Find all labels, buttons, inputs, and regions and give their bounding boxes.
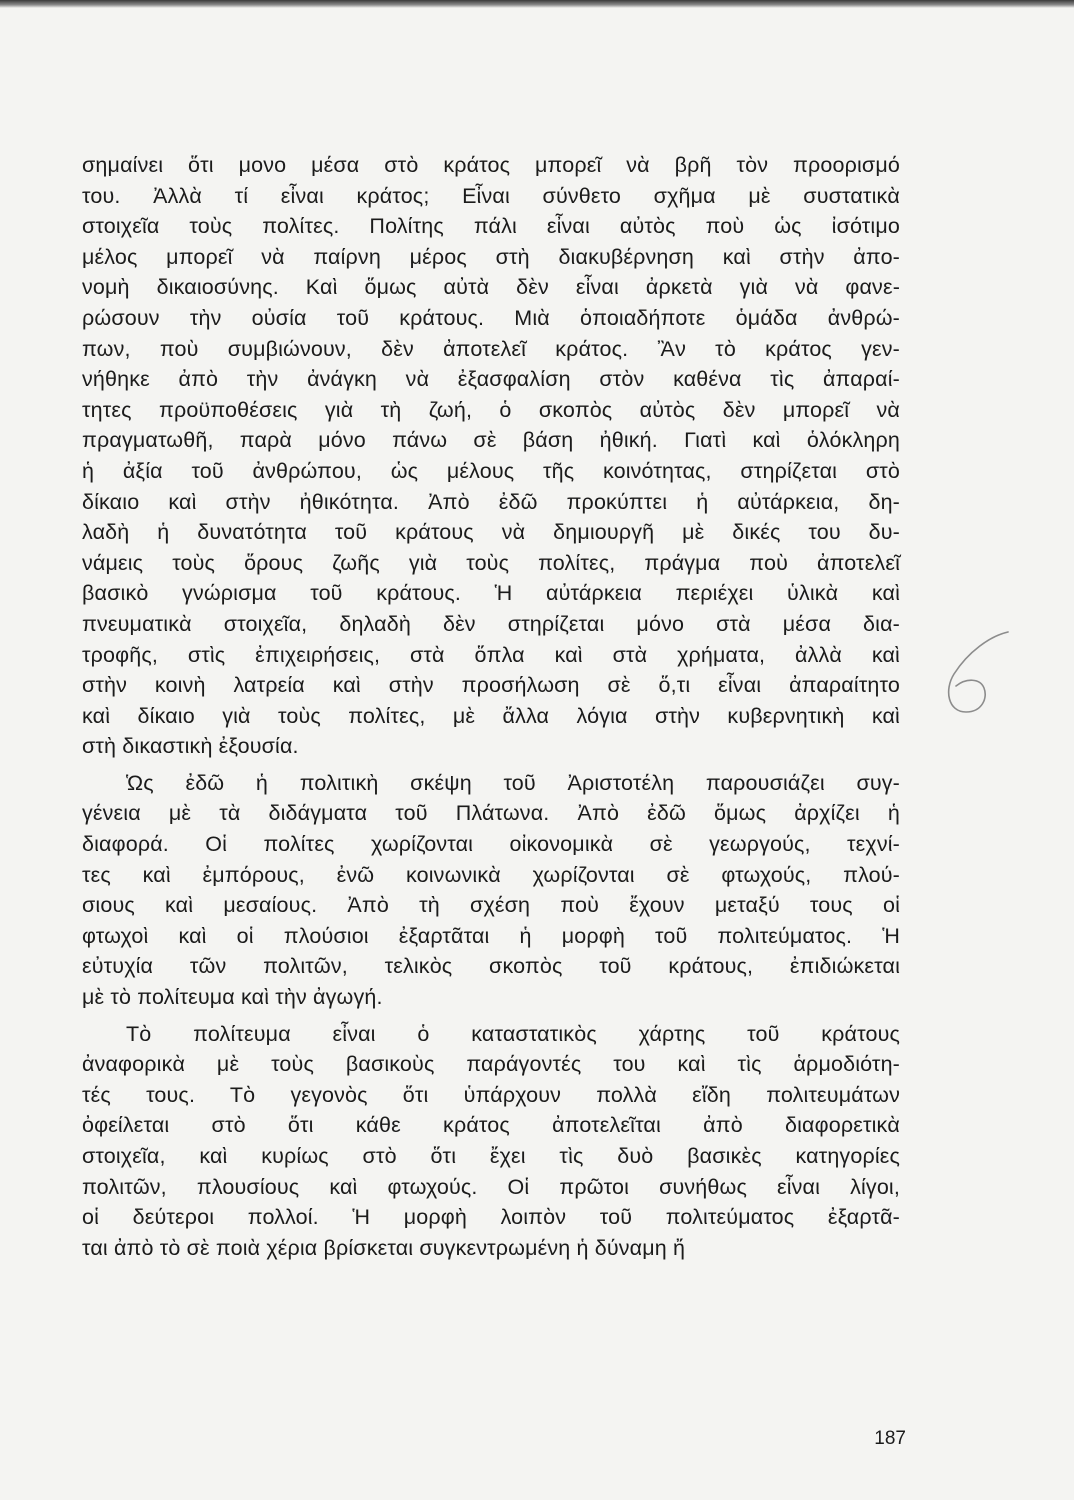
text-line: μὲ τὸ πολίτευμα καὶ τὴν ἀγωγή. (82, 985, 383, 1010)
text-line: βασικὸ γνώρισμα τοῦ κράτους. Ἡ αὐτάρκεια περιέχει ὑλικὰ καὶ (82, 581, 900, 606)
text-line: ται ἀπὸ τὸ σὲ ποιὰ χέρια βρίσκεται συγκεντρωμένη ἡ δύναμη ἤ (82, 1235, 686, 1260)
text-line: πων, ποὺ συμβιώνουν, δὲν ἀποτελεῖ κράτος. Ἂν τὸ κράτος γεν- (82, 336, 900, 361)
text-line: γένεια μὲ τὰ διδάγματα τοῦ Πλάτωνα. Ἀπὸ ἐδῶ ὅμως ἀρχίζει ἡ (82, 801, 900, 826)
text-line: πολιτῶν, πλουσίους καὶ φτωχούς. Οἱ πρῶτοι συνήθως εἶναι λίγοι, (82, 1174, 900, 1199)
text-line: νήθηκε ἀπὸ τὴν ἀνάγκη νὰ ἐξασφαλίση στὸν καθένα τὶς ἀπαραί- (82, 367, 900, 392)
text-line: στοιχεῖα, καὶ κυρίως στὸ ὅτι ἔχει τὶς δυὸ βασικὲς κατηγορίες (82, 1144, 900, 1168)
page-body-text (82, 150, 900, 1263)
text-line: σημαίνει ὅτι μονο μέσα στὸ κράτος μπορεῖ νὰ βρῆ τὸν προορισμό (82, 153, 900, 177)
text-line: δίκαιο καὶ στὴν ἠθικότητα. Ἀπὸ ἐδῶ προκύπτει ἡ αὐτάρκεια, δη- (82, 489, 900, 514)
text-line: οἱ δεύτεροι πολλοί. Ἡ μορφὴ λοιπὸν τοῦ πολιτεύματος ἐξαρτᾶ- (82, 1205, 900, 1230)
text-line: τητες προϋποθέσεις γιὰ τὴ ζωή, ὁ σκοπὸς αὐτὸς δὲν μπορεῖ νὰ (82, 397, 900, 422)
text-line: Ὡς ἐδῶ ἡ πολιτικὴ σκέψη τοῦ Ἀριστοτέλη παρουσιάζει συγ- (126, 770, 900, 795)
text-line: νάμεις τοὺς ὅρους ζωῆς γιὰ τοὺς πολίτες, πράγμα ποὺ ἀποτελεῖ (82, 550, 900, 575)
text-line: νομὴ δικαιοσύνης. Καὶ ὅμως αὐτὰ δὲν εἶναι ἀρκετὰ γιὰ νὰ φανε- (82, 275, 900, 300)
text-line: ρώσουν τὴν οὐσία τοῦ κράτους. Μιὰ ὁποιαδήποτε ὁμάδα ἀνθρώ- (82, 305, 900, 330)
text-line: ἀναφορικὰ μὲ τοὺς βασικοὺς παράγοντές του καὶ τὶς ἁρμοδιότη- (82, 1052, 900, 1077)
text-line: τροφῆς, στὶς ἐπιχειρήσεις, στὰ ὅπλα καὶ στὰ χρήματα, ἀλλὰ καὶ (82, 642, 900, 667)
text-line: ὀφείλεται στὸ ὅτι κάθε κράτος ἀποτελεῖται ἀπὸ διαφορετικὰ (82, 1113, 900, 1138)
text-line: διαφορά. Οἱ πολίτες χωρίζονται οἰκονομικὰ σὲ γεωργούς, τεχνί- (82, 832, 900, 857)
text-line: καὶ δίκαιο γιὰ τοὺς πολίτες, μὲ ἄλλα λόγια στὴν κυβερνητικὴ καὶ (82, 703, 900, 728)
text-line: μέλος μπορεῖ νὰ παίρνη μέρος στὴ διακυβέρνηση καὶ στὴν ἀπο- (82, 244, 900, 269)
text-line: τες καὶ ἐμπόρους, ἐνῶ κοινωνικὰ χωρίζονται σὲ φτωχούς, πλού- (82, 862, 900, 887)
text-line: του. Ἀλλὰ τί εἶναι κράτος; Εἶναι σύνθετο σχῆμα μὲ συστατικὰ (82, 183, 900, 208)
text-line: Τὸ πολίτευμα εἶναι ὁ καταστατικὸς χάρτης τοῦ κράτους (126, 1021, 900, 1046)
paragraph-3 (82, 1019, 900, 1264)
text-line: σιους καὶ μεσαίους. Ἀπὸ τὴ σχέση ποὺ ἔχουν μεταξύ τους οἱ (82, 893, 900, 918)
text-line: εὐτυχία τῶν πολιτῶν, τελικὸς σκοπὸς τοῦ κράτους, ἐπιδιώκεται (82, 954, 900, 979)
text-line: στὴ δικαστικὴ ἐξουσία. (82, 734, 299, 759)
text-line: ἡ ἀξία τοῦ ἀνθρώπου, ὡς μέλους τῆς κοινότητας, στηρίζεται στὸ (82, 458, 900, 483)
text-line: φτωχοὶ καὶ οἱ πλούσιοι ἐξαρτᾶται ἡ μορφὴ τοῦ πολιτεύματος. Ἡ (82, 923, 900, 948)
text-line: πνευματικὰ στοιχεῖα, δηλαδὴ δὲν στηρίζεται μόνο στὰ μέσα δια- (82, 611, 900, 636)
text-line: λαδὴ ἡ δυνατότητα τοῦ κράτους νὰ δημιουργῆ μὲ δικές του δυ- (82, 520, 900, 545)
paragraph-2 (82, 768, 900, 1013)
handwritten-margin-mark (930, 622, 1025, 722)
text-line: στὴν κοινὴ λατρεία καὶ στὴν προσήλωση σὲ ὅ,τι εἶναι ἀπαραίτητο (82, 673, 900, 698)
text-line: τές τους. Τὸ γεγονὸς ὅτι ὑπάρχουν πολλὰ εἴδη πολιτευμάτων (82, 1082, 900, 1107)
scan-edge-shadow (0, 0, 1074, 8)
paragraph-1 (82, 150, 900, 762)
text-line: πραγματωθῆ, παρὰ μόνο πάνω σὲ βάση ἠθική. Γιατὶ καὶ ὁλόκληρη (82, 428, 900, 453)
text-line: στοιχεῖα τοὺς πολίτες. Πολίτης πάλι εἶναι αὐτὸς ποὺ ὡς ἰσότιμο (82, 214, 900, 239)
page-number: 187 (874, 1428, 906, 1449)
